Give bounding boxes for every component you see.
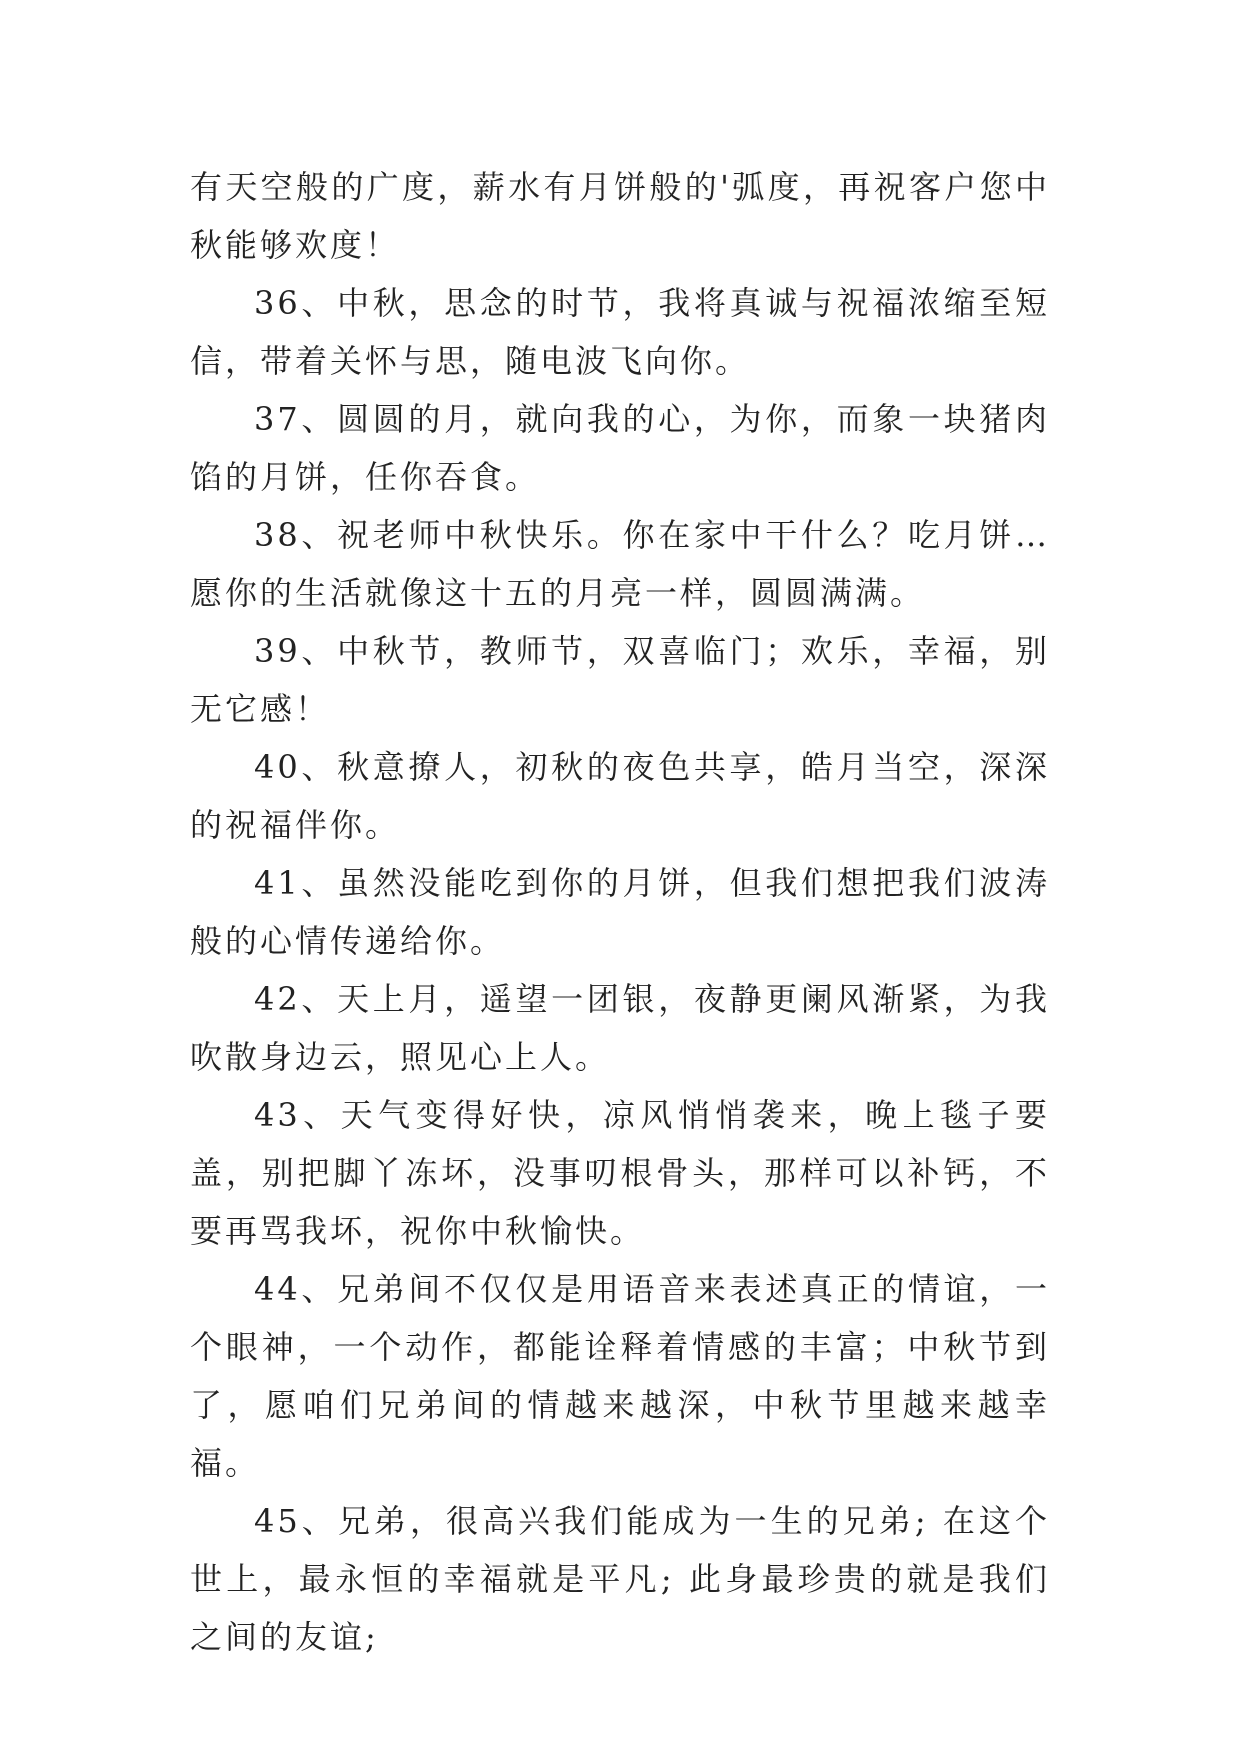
paragraph-42: 42、天上月，遥望一团银，夜静更阑风渐紧，为我吹散身边云，照见心上人。: [190, 980, 1050, 1076]
paragraph-40: 40、秋意撩人，初秋的夜色共享，皓月当空，深深的祝福伴你。: [190, 748, 1050, 844]
paragraph-43: 43、天气变得好快，凉风悄悄袭来，晚上毯子要盖，别把脚丫冻坏，没事叨根骨头，那样可以补钙，不要再骂我坏，祝你中秋愉快。: [190, 1096, 1050, 1250]
paragraph-37: 37、圆圆的月，就向我的心，为你，而象一块猪肉馅的月饼，任你吞食。: [190, 400, 1050, 496]
paragraph-45: 45、兄弟，很高兴我们能成为一生的兄弟; 在这个世上，最永恒的幸福就是平凡; 此身最珍贵的就是我们之间的友谊;: [190, 1502, 1050, 1656]
paragraph-continuation: 有天空般的广度，薪水有月饼般的'弧度，再祝客户您中秋能够欢度！: [190, 168, 1050, 264]
paragraph-38: 38、祝老师中秋快乐。你在家中干什么？吃月饼…愿你的生活就像这十五的月亮一样，圆圆满满。: [190, 516, 1050, 612]
paragraph-39: 39、中秋节，教师节，双喜临门；欢乐，幸福，别无它感！: [190, 632, 1050, 728]
paragraph-36: 36、中秋，思念的时节，我将真诚与祝福浓缩至短信，带着关怀与思，随电波飞向你。: [190, 284, 1050, 380]
paragraph-41: 41、虽然没能吃到你的月饼，但我们想把我们波涛般的心情传递给你。: [190, 864, 1050, 960]
paragraph-44: 44、兄弟间不仅仅是用语音来表述真正的情谊，一个眼神，一个动作，都能诠释着情感的丰富；中秋节到了，愿咱们兄弟间的情越来越深，中秋节里越来越幸福。: [190, 1270, 1050, 1482]
document-body: [190, 158, 1050, 1666]
